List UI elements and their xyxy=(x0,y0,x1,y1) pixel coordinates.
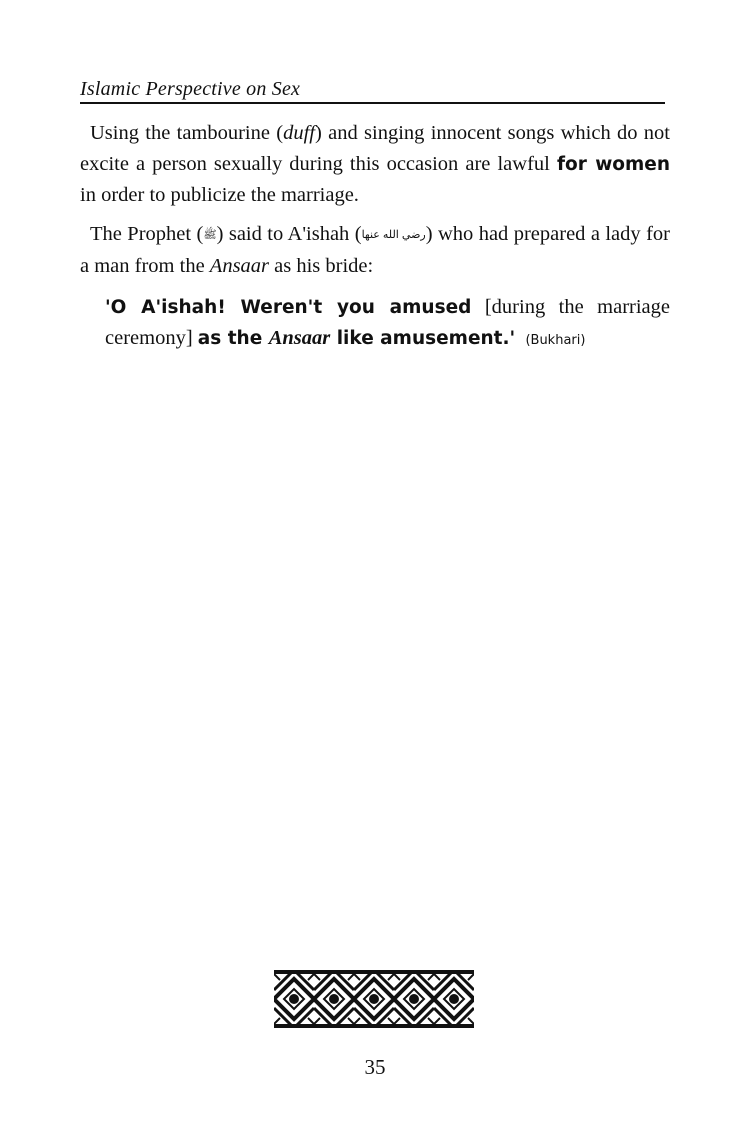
para2-text-1: The Prophet ( xyxy=(90,223,204,245)
quote-ansaar-term: Ansaar xyxy=(268,327,331,349)
para1-text-5: in order to publicize the marriage. xyxy=(80,184,359,206)
para1-duff-term: duff xyxy=(283,122,316,144)
para2-ansaar-term: Ansaar xyxy=(209,255,270,277)
page-body xyxy=(80,118,670,356)
hadith-reference: (Bukhari) xyxy=(525,333,586,348)
quote-part-3: as the xyxy=(197,328,269,349)
quote-bracket: [during the marriage ceremony] xyxy=(105,296,670,349)
running-header-title: Islamic Perspective on Sex xyxy=(80,78,301,100)
running-header xyxy=(80,80,665,104)
paragraph-prophet xyxy=(80,219,670,282)
para1-text-3: ) and singing innocent songs which do not excite a person sexually during this occasion are lawful xyxy=(80,122,670,175)
para2-text-5: as his bride: xyxy=(269,255,374,277)
para2-text-3: ) who had prepared a lady for a man from the xyxy=(80,223,670,277)
geometric-ornament-icon xyxy=(274,970,474,1028)
quote-part-1: 'O A'ishah! Weren't you amused xyxy=(105,297,472,318)
salawat-honorific-icon: ﷺ xyxy=(203,229,217,241)
para1-text-1: Using the tambourine ( xyxy=(90,122,284,144)
para2-text-2: ) said to A'ishah ( xyxy=(216,223,362,245)
paragraph-tambourine xyxy=(80,118,670,211)
page-number: 35 xyxy=(364,1055,386,1079)
para1-for-women: for women xyxy=(556,154,671,175)
radiallahu-honorific-icon: رضي الله عنها xyxy=(361,229,426,241)
quote-part-5: like amusement.' xyxy=(330,328,516,349)
hadith-quote xyxy=(105,292,670,356)
